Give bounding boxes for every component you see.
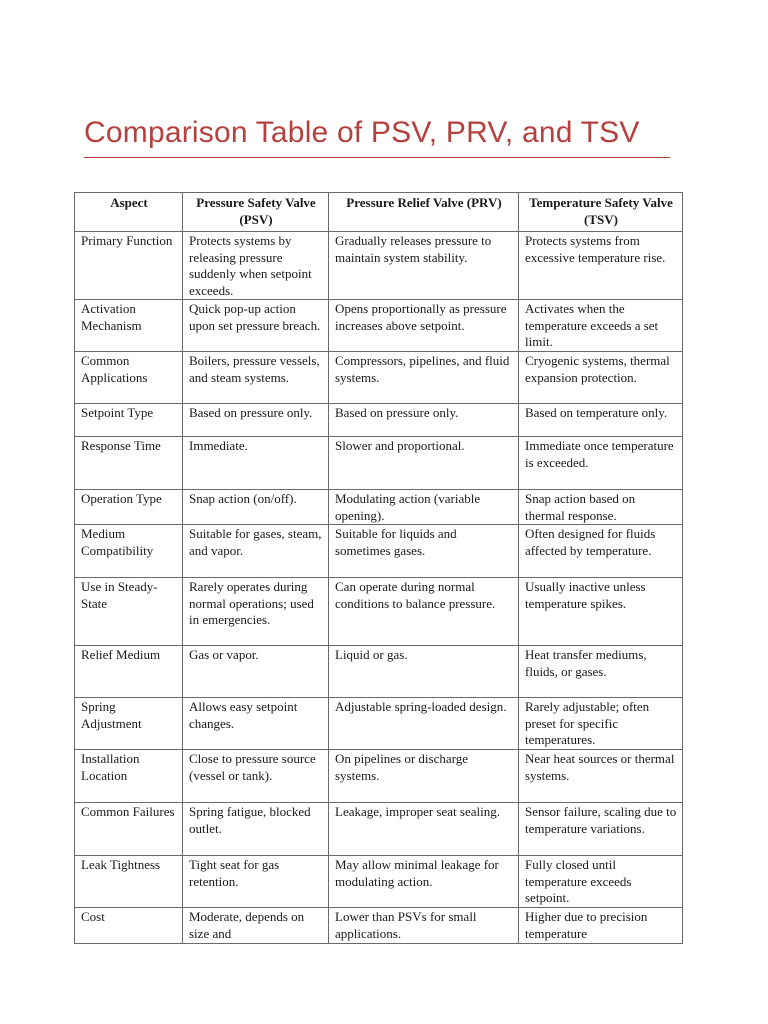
table-row xyxy=(75,908,683,944)
table-row xyxy=(75,750,683,803)
title-underline xyxy=(84,157,670,158)
aspect-cell: Common Applications xyxy=(75,352,183,404)
psv-cell: Gas or vapor. xyxy=(183,646,329,698)
psv-cell: Protects systems by releasing pressure suddenly when setpoint exceeds. xyxy=(183,232,329,300)
table-header-row xyxy=(75,193,683,232)
prv-cell: Compressors, pipelines, and fluid systems. xyxy=(329,352,519,404)
aspect-cell: Primary Function xyxy=(75,232,183,300)
psv-cell: Boilers, pressure vessels, and steam systems. xyxy=(183,352,329,404)
aspect-cell: Activation Mechanism xyxy=(75,300,183,352)
prv-cell: Opens proportionally as pressure increases above setpoint. xyxy=(329,300,519,352)
table-row xyxy=(75,352,683,404)
aspect-cell: Spring Adjustment xyxy=(75,698,183,750)
prv-cell: Liquid or gas. xyxy=(329,646,519,698)
psv-cell: Rarely operates during normal operations; used in emergencies. xyxy=(183,578,329,646)
tsv-cell: Based on temperature only. xyxy=(519,404,683,437)
prv-cell: On pipelines or discharge systems. xyxy=(329,750,519,803)
table-row xyxy=(75,404,683,437)
tsv-cell: Activates when the temperature exceeds a set limit. xyxy=(519,300,683,352)
prv-cell: Lower than PSVs for small applications. xyxy=(329,908,519,944)
aspect-cell: Common Failures xyxy=(75,803,183,856)
table-row xyxy=(75,437,683,490)
table-row xyxy=(75,525,683,578)
tsv-cell: Usually inactive unless temperature spikes. xyxy=(519,578,683,646)
table-row xyxy=(75,803,683,856)
prv-cell: Slower and proportional. xyxy=(329,437,519,490)
psv-cell: Close to pressure source (vessel or tank). xyxy=(183,750,329,803)
table-row xyxy=(75,646,683,698)
prv-cell: May allow minimal leakage for modulating action. xyxy=(329,856,519,908)
table-row xyxy=(75,232,683,300)
psv-cell: Snap action (on/off). xyxy=(183,490,329,525)
tsv-cell: Near heat sources or thermal systems. xyxy=(519,750,683,803)
header-prv: Pressure Relief Valve (PRV) xyxy=(329,193,519,232)
table-row xyxy=(75,578,683,646)
tsv-cell: Fully closed until temperature exceeds setpoint. xyxy=(519,856,683,908)
tsv-cell: Often designed for fluids affected by temperature. xyxy=(519,525,683,578)
tsv-cell: Protects systems from excessive temperature rise. xyxy=(519,232,683,300)
aspect-cell: Relief Medium xyxy=(75,646,183,698)
header-psv: Pressure Safety Valve (PSV) xyxy=(183,193,329,232)
tsv-cell: Sensor failure, scaling due to temperature variations. xyxy=(519,803,683,856)
aspect-cell: Leak Tightness xyxy=(75,856,183,908)
aspect-cell: Medium Compatibility xyxy=(75,525,183,578)
psv-cell: Quick pop-up action upon set pressure breach. xyxy=(183,300,329,352)
psv-cell: Based on pressure only. xyxy=(183,404,329,437)
psv-cell: Suitable for gases, steam, and vapor. xyxy=(183,525,329,578)
tsv-cell: Heat transfer mediums, fluids, or gases. xyxy=(519,646,683,698)
psv-cell: Allows easy setpoint changes. xyxy=(183,698,329,750)
table-row xyxy=(75,698,683,750)
aspect-cell: Use in Steady-State xyxy=(75,578,183,646)
table-row xyxy=(75,490,683,525)
table-row xyxy=(75,300,683,352)
tsv-cell: Snap action based on thermal response. xyxy=(519,490,683,525)
tsv-cell: Higher due to precision temperature xyxy=(519,908,683,944)
header-tsv: Temperature Safety Valve (TSV) xyxy=(519,193,683,232)
prv-cell: Leakage, improper seat sealing. xyxy=(329,803,519,856)
psv-cell: Moderate, depends on size and xyxy=(183,908,329,944)
psv-cell: Spring fatigue, blocked outlet. xyxy=(183,803,329,856)
aspect-cell: Setpoint Type xyxy=(75,404,183,437)
tsv-cell: Cryogenic systems, thermal expansion protection. xyxy=(519,352,683,404)
prv-cell: Gradually releases pressure to maintain system stability. xyxy=(329,232,519,300)
document-title: Comparison Table of PSV, PRV, and TSV xyxy=(84,116,640,149)
header-aspect: Aspect xyxy=(75,193,183,232)
tsv-cell: Immediate once temperature is exceeded. xyxy=(519,437,683,490)
psv-cell: Tight seat for gas retention. xyxy=(183,856,329,908)
prv-cell: Based on pressure only. xyxy=(329,404,519,437)
prv-cell: Adjustable spring-loaded design. xyxy=(329,698,519,750)
comparison-table xyxy=(74,192,683,944)
prv-cell: Can operate during normal conditions to balance pressure. xyxy=(329,578,519,646)
aspect-cell: Operation Type xyxy=(75,490,183,525)
prv-cell: Suitable for liquids and sometimes gases. xyxy=(329,525,519,578)
aspect-cell: Cost xyxy=(75,908,183,944)
prv-cell: Modulating action (variable opening). xyxy=(329,490,519,525)
aspect-cell: Installation Location xyxy=(75,750,183,803)
table-row xyxy=(75,856,683,908)
psv-cell: Immediate. xyxy=(183,437,329,490)
tsv-cell: Rarely adjustable; often preset for specific temperatures. xyxy=(519,698,683,750)
aspect-cell: Response Time xyxy=(75,437,183,490)
